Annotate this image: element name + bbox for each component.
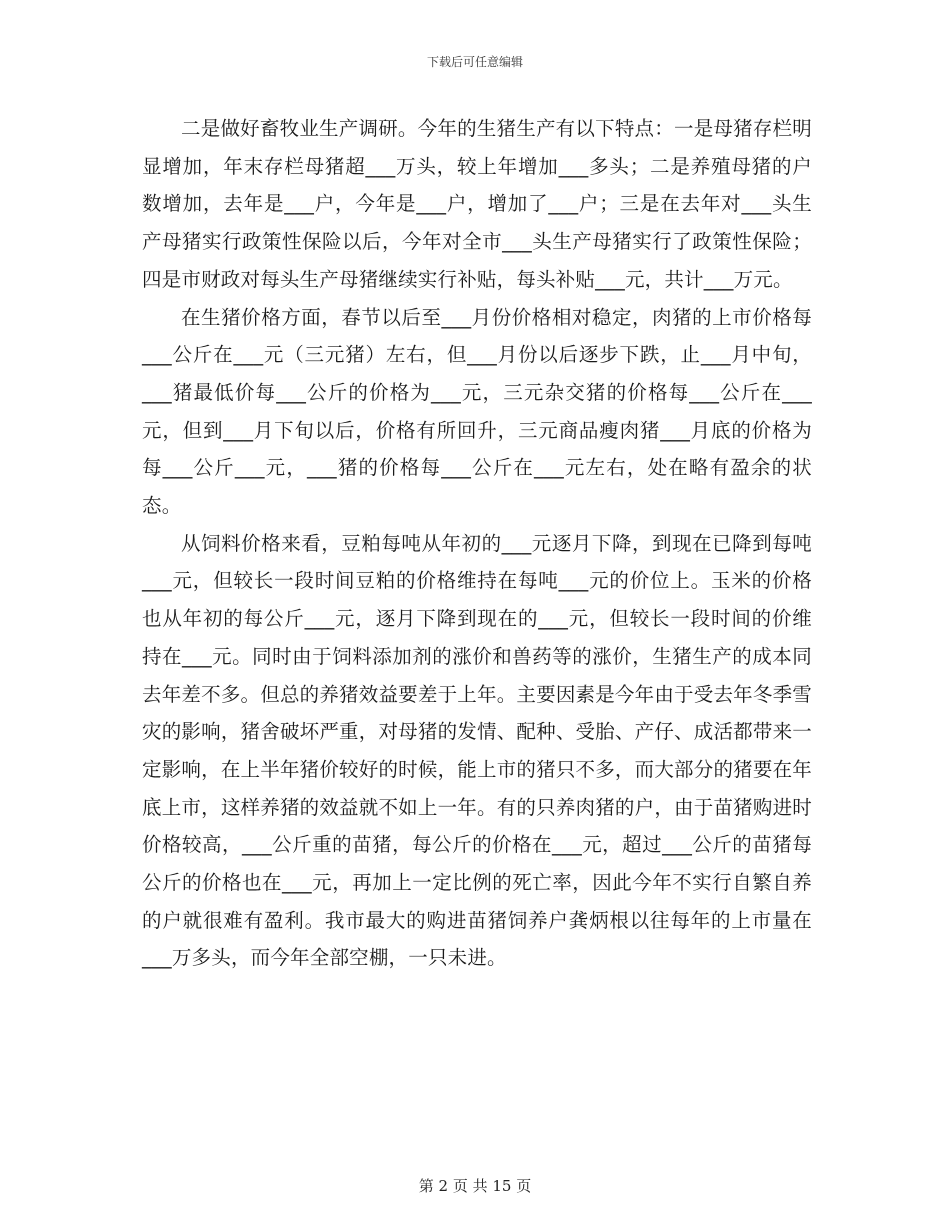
paragraph-breeding-survey: 二是做好畜牧业生产调研。今年的生猪生产有以下特点：一是母猪存栏明显增加，年末存栏母猪超___万头，较上年增加___多头；二是养殖母猪的户数增加，去年是___户，今年是___户，增加了___户；三是在去年对___头生产母猪实行政策性保险以后，今年对全市___头生产母猪实行了政策性保险；四是市财政对每头生产母猪继续实行补贴，每头补贴___元，共计___万元。 [142,117,812,291]
document-body [142,110,812,977]
page-number: 第 2 页 共 15 页 [418,1177,532,1195]
paragraph-feed-price: 从饲料价格来看，豆粕每吨从年初的___元逐月下降，到现在已降到每吨___元，但较长一段时间豆粕的价格维持在每吨___元的价位上。玉米的价格也从年初的每公斤___元，逐月下降到现在的___元，但较长一段时间的价维持在___元。同时由于饲料添加剂的涨价和兽药等的涨价，生猪生产的成本同去年差不多。但总的养猪效益要差于上年。主要因素是今年由于受去年冬季雪灾的影响，猪舍破坏严重，对母猪的发情、配种、受胎、产仔、成活都带来一定影响，在上半年猪价较好的时候，能上市的猪只不多，而大部分的猪要在年底上市，这样养猪的效益就不如上一年。有的只养肉猪的户，由于苗猪购进时价格较高，___公斤重的苗猪，每公斤的价格在___元，超过___公斤的苗猪每公斤的价格也在___元，再加上一定比例的死亡率，因此今年不实行自繁自养的户就很难有盈利。我市最大的购进苗猪饲养户龚炳根以往每年的上市量在___万多头，而今年全部空棚，一只未进。 [142,531,812,970]
paragraph-pig-price: 在生猪价格方面，春节以后至___月份价格相对稳定，肉猪的上市价格每___公斤在___元（三元猪）左右，但___月份以后逐步下跌，止___月中旬，___猪最低价每___公斤的价格为___元，三元杂交猪的价格每___公斤在___元，但到___月下旬以后，价格有所回升，三元商品瘦肉猪___月底的价格为每___公斤___元，___猪的价格每___公斤在___元左右，处在略有盈余的状态。 [142,305,812,518]
page-header: 下载后可任意编辑 [426,55,523,69]
